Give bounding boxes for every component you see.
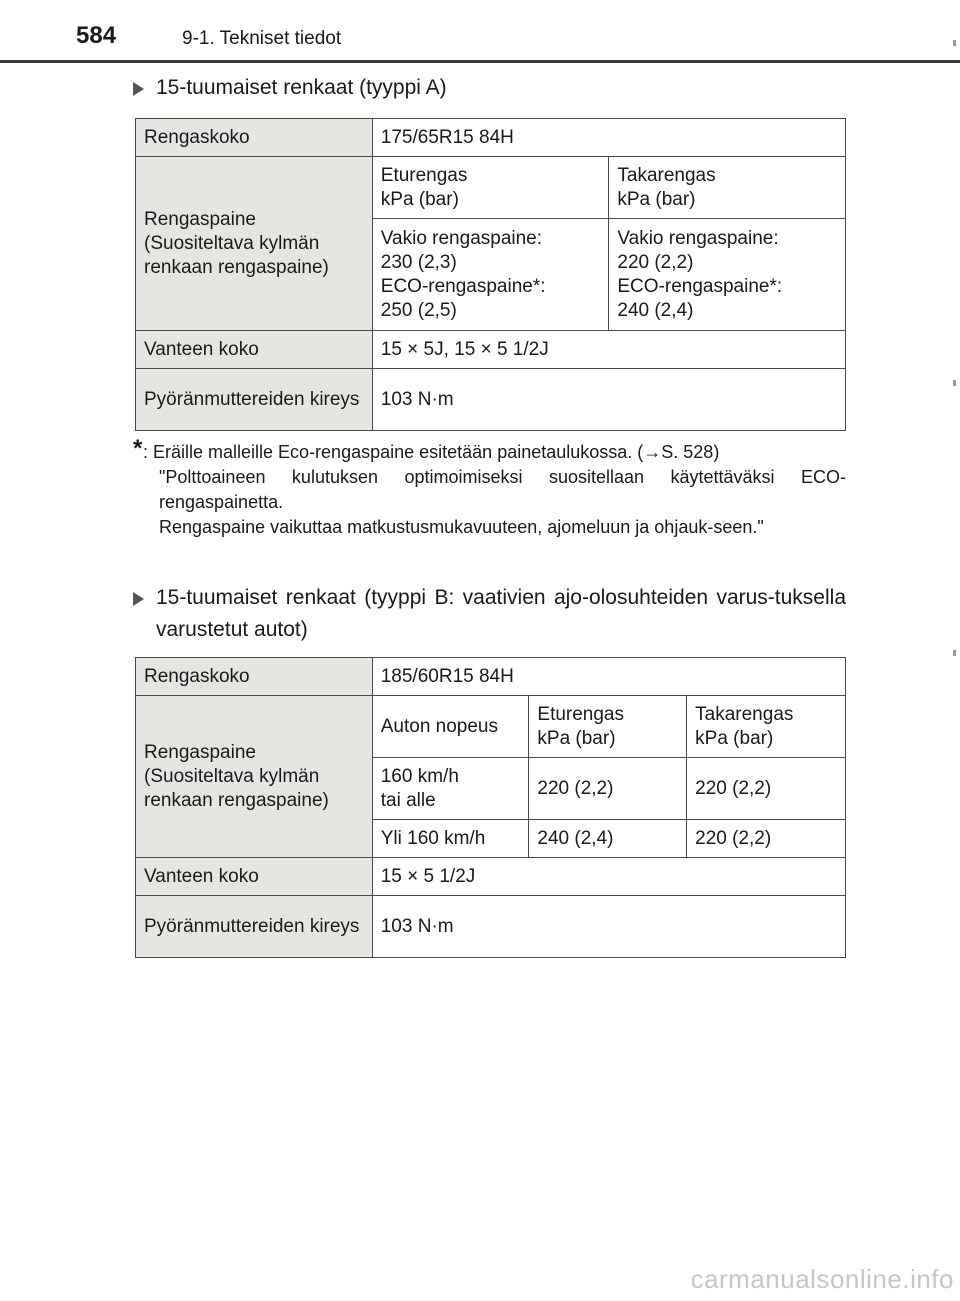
heading-text: 15-tuumaiset renkaat (tyyppi B: vaativien ajo-olosuhteiden varus-tuksella varustetut autot) xyxy=(156,586,846,641)
table-cell: 220 (2,2) xyxy=(687,758,846,820)
footnote-star: * xyxy=(133,435,143,462)
table-cell: Vakio rengaspaine: 220 (2,2) ECO-rengaspaine*: 240 (2,4) xyxy=(609,219,846,331)
table-row xyxy=(136,157,846,219)
table-cell: 240 (2,4) xyxy=(529,820,687,858)
table-cell: Pyöränmuttereiden kireys xyxy=(136,896,373,958)
page-header xyxy=(0,0,960,64)
arrow-right-icon xyxy=(133,592,144,606)
table-cell: 220 (2,2) xyxy=(529,758,687,820)
footnote xyxy=(133,435,846,540)
table-cell: 175/65R15 84H xyxy=(372,119,845,157)
table-cell: Vanteen koko xyxy=(136,331,373,369)
table-cell: Rengaskoko xyxy=(136,658,373,696)
section-title: 9-1. Tekniset tiedot xyxy=(182,28,342,49)
table-row xyxy=(136,119,846,157)
table-cell: 15 × 5J, 15 × 5 1/2J xyxy=(372,331,845,369)
header-rule xyxy=(0,60,960,63)
table-row xyxy=(136,369,846,431)
table-cell: 160 km/h tai alle xyxy=(372,758,529,820)
table-cell: Auton nopeus xyxy=(372,696,529,758)
footnote-body: "Polttoaineen kulutuksen optimoimiseksi suositellaan käytettäväksi ECO-rengaspainetta. Rengaspaine vaikuttaa matkustusmukavuuteen, ajomeluun ja ohjauk-seen." xyxy=(159,467,846,537)
heading-tyyppi-b xyxy=(133,582,846,646)
table-cell: Rengaspaine (Suositeltava kylmän renkaan rengaspaine) xyxy=(136,157,373,331)
page-number: 584 xyxy=(76,22,117,49)
table-cell: 15 × 5 1/2J xyxy=(372,858,845,896)
footnote-line: : Eräille malleille Eco-rengaspaine esitetään painetaulukossa. (→S. 528) xyxy=(143,442,720,462)
table-cell: Rengaskoko xyxy=(136,119,373,157)
tire-table-b xyxy=(135,657,846,958)
table-cell: Yli 160 km/h xyxy=(372,820,529,858)
table-row xyxy=(136,696,846,758)
table-row xyxy=(136,858,846,896)
table-row xyxy=(136,331,846,369)
arrow-right-icon xyxy=(133,82,144,96)
table-row xyxy=(136,896,846,958)
table-cell: Vanteen koko xyxy=(136,858,373,896)
table-cell: Pyöränmuttereiden kireys xyxy=(136,369,373,431)
table-cell: Eturengas kPa (bar) xyxy=(372,157,609,219)
table-cell: 103 N·m xyxy=(372,896,845,958)
table-cell: Eturengas kPa (bar) xyxy=(529,696,687,758)
tire-table-a xyxy=(135,118,846,431)
table-cell: 185/60R15 84H xyxy=(372,658,845,696)
heading-text: 15-tuumaiset renkaat (tyyppi A) xyxy=(156,76,447,99)
table-cell: Vakio rengaspaine: 230 (2,3) ECO-rengaspaine*: 250 (2,5) xyxy=(372,219,609,331)
table-cell: Takarengas kPa (bar) xyxy=(609,157,846,219)
table-cell: Takarengas kPa (bar) xyxy=(687,696,846,758)
table-cell: 220 (2,2) xyxy=(687,820,846,858)
table-cell: Rengaspaine (Suositeltava kylmän renkaan rengaspaine) xyxy=(136,696,373,858)
footer-watermark: carmanualsonline.info xyxy=(690,1264,954,1294)
heading-tyyppi-a xyxy=(133,72,833,104)
table-row xyxy=(136,658,846,696)
table-cell: 103 N·m xyxy=(372,369,845,431)
